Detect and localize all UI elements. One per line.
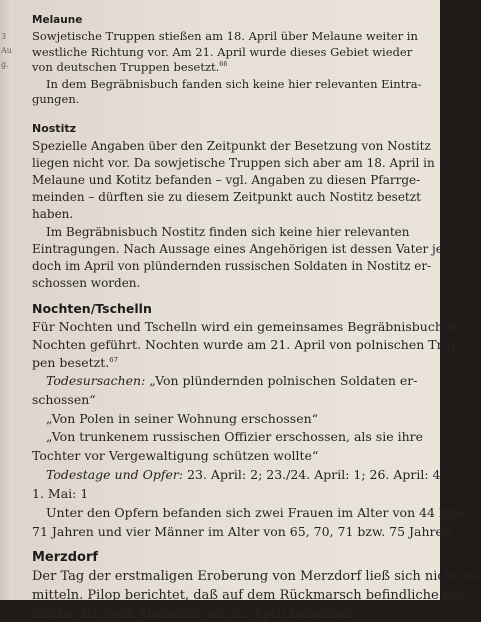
text-line — [32, 62, 227, 74]
text-line: meinden – dürften sie zu diesem Zeitpunkt auch Nostitz besetzt — [32, 190, 421, 204]
text-line: 71 Jahren und vier Männer im Alter von 65, 70, 71 bzw. 75 Jahren. — [32, 524, 455, 539]
text-line: Tochter vor Vergewaltigung schützen wollte“ — [32, 448, 319, 463]
footnote-marker: 68 — [357, 605, 367, 615]
text-line: Der Tag der erstmaligen Eroberung von Merzdorf ließ sich nicht er- — [32, 569, 481, 584]
section-heading-nochten-tschelln: Nochten/Tschelln — [32, 301, 152, 316]
causes-label: Todesursachen: — [46, 373, 146, 388]
text-fragment: pen besetzt. — [32, 355, 110, 370]
text-line: Spezielle Angaben über den Zeitpunkt der Besetzung von Nostitz — [32, 139, 431, 153]
text-line: „Von Polen in seiner Wohnung erschossen“ — [46, 411, 319, 426]
text-line: Für Nochten und Tschelln wird ein gemeinsames Begräbnisbuch in — [32, 319, 459, 334]
text-line: „Von trunkenem russischen Offizier erschossen, als sie ihre — [46, 429, 423, 444]
text-line: Eintragungen. Nach Aussage eines Angehörigen ist dessen Vater je- — [32, 242, 447, 256]
text-line: schossen worden. — [32, 276, 141, 290]
text-line: In dem Begräbnisbuch fanden sich keine hier relevanten Eintra- — [46, 77, 422, 91]
margin-fragment: g. — [1, 60, 9, 69]
text-line — [46, 375, 418, 388]
text-fragment: von deutschen Truppen besetzt. — [32, 60, 220, 74]
text-line: Im Begräbnisbuch Nostitz finden sich keine hier relevanten — [46, 225, 410, 239]
text-line: mitteln. Pilop berichtet, daß auf dem Rückmarsch befindliche pol- — [32, 588, 468, 603]
text-line: doch im April von plündernden russischen Soldaten in Nostitz er- — [32, 259, 432, 273]
text-line: liegen nicht vor. Da sowjetische Truppen sich aber am 18. April in — [32, 156, 435, 170]
margin-fragment: Au — [1, 46, 12, 55]
text-line: haben. — [32, 207, 74, 221]
footnote-marker: 67 — [109, 355, 118, 364]
section-heading-merzdorf: Merzdorf — [32, 550, 99, 565]
text-fragment: nische Truppen Merzdorf am 26. April besetzten. — [32, 607, 358, 622]
dates-label: Todestage und Opfer: — [46, 467, 184, 482]
footnote-marker: 66 — [219, 61, 228, 69]
text-line — [46, 469, 445, 482]
section-heading-nostitz: Nostitz — [32, 122, 76, 135]
section-heading-melaune: Melaune — [32, 14, 83, 26]
text-line: schossen“ — [32, 392, 96, 407]
text-line — [32, 357, 118, 370]
margin-fragment: 3 — [1, 32, 7, 41]
text-fragment: „Von plündernden polnischen Soldaten er- — [149, 373, 418, 388]
text-line: 1. Mai: 1 — [32, 486, 89, 501]
text-line: gungen. — [32, 92, 80, 106]
book-page — [12, 0, 481, 622]
text-fragment: 23. April: 2; 23./24. April: 1; 26. April: 4; — [187, 467, 445, 482]
text-line: Unter den Opfern befanden sich zwei Frauen im Alter von 44 bzw. — [46, 505, 467, 520]
text-line — [32, 605, 367, 622]
text-line: Nochten geführt. Nochten wurde am 21. April von polnischen Trup- — [32, 337, 463, 352]
text-line: Sowjetische Truppen stießen am 18. April über Melaune weiter in — [32, 29, 418, 43]
text-line: westliche Richtung vor. Am 21. April wurde dieses Gebiet wieder — [32, 45, 413, 59]
text-line: Melaune und Kotitz befanden – vgl. Angaben zu diesen Pfarrge- — [32, 173, 421, 187]
